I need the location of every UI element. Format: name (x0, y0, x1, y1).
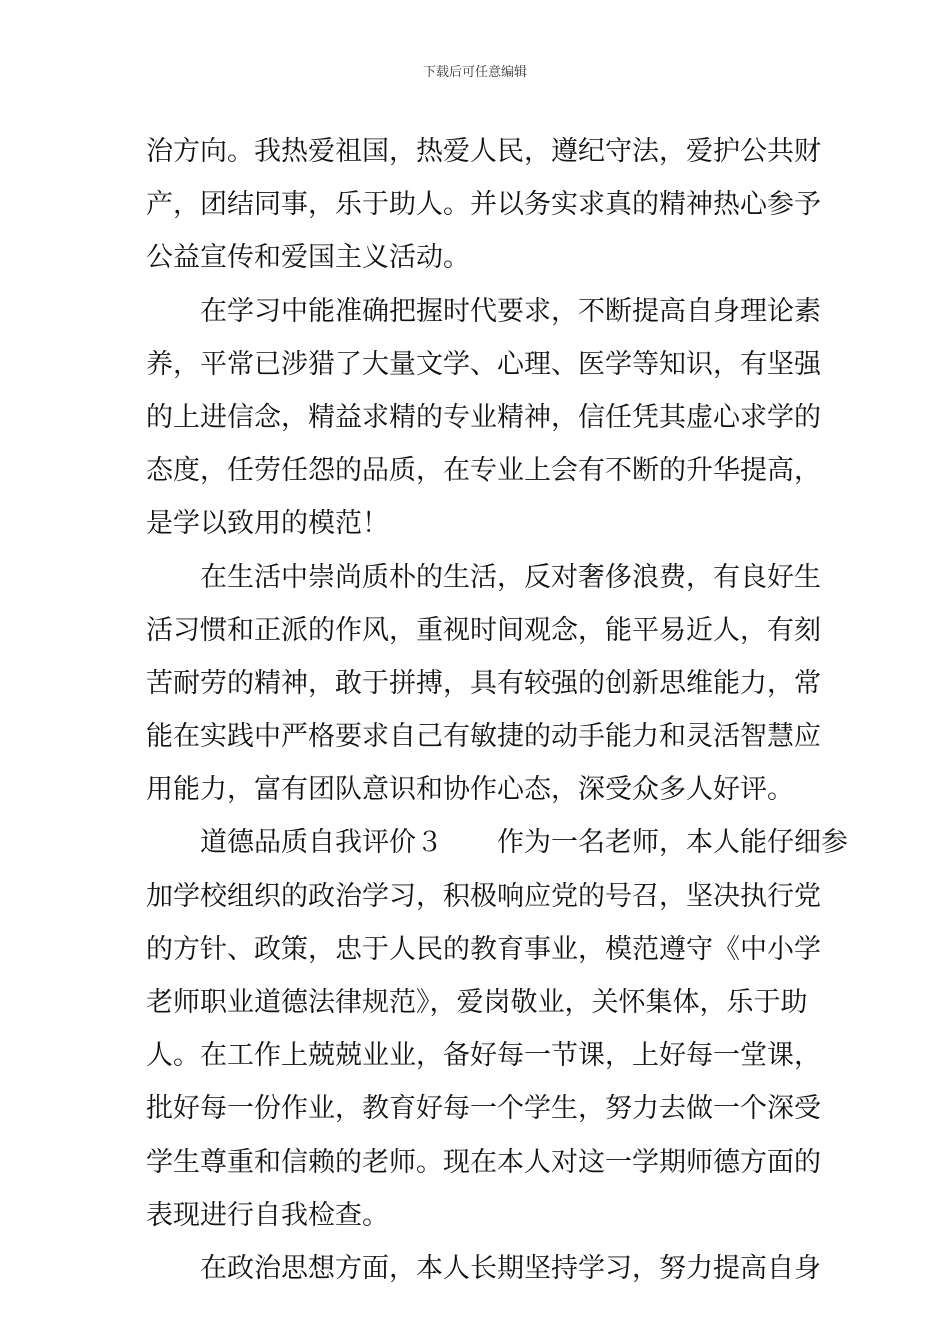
text-line: 在生活中崇尚质朴的生活，反对奢侈浪费，有良好生 (200, 561, 821, 593)
text-line: 是学以致用的模范！ (146, 508, 389, 540)
text-line: 苦耐劳的精神，敢于拼搏，具有较强的创新思维能力，常 (146, 667, 821, 699)
text-line: 产，团结同事，乐于助人。并以务实求真的精神热心参予 (146, 189, 821, 221)
text-line: 学生尊重和信赖的老师。现在本人对这一学期师德方面的 (146, 1146, 821, 1178)
text-line: 老师职业道德法律规范》，爱岗敬业，关怀集体，乐于助 (146, 987, 808, 1018)
text-line: 养，平常已涉猎了大量文学、心理、医学等知识，有坚强 (146, 348, 821, 380)
text-line: 的上进信念，精益求精的专业精神，信任凭其虚心求学的 (146, 401, 821, 433)
text-line: 的方针、政策，忠于人民的教育事业，模范遵守《中小学 (146, 933, 821, 965)
text-line: 用能力，富有团队意识和协作心态，深受众多人好评。 (146, 774, 794, 806)
text-line: 道德品质自我评价３ 作为一名老师，本人能仔细参 (200, 827, 848, 859)
page-header: 下载后可任意编辑 (422, 65, 527, 80)
text-line: 能在实践中严格要求自己有敏捷的动手能力和灵活智慧应 (146, 721, 821, 753)
text-line: 态度，任劳任怨的品质，在专业上会有不断的升华提高， (146, 455, 821, 487)
text-line: 表现进行自我检查。 (146, 1199, 389, 1231)
document-body (146, 128, 848, 1298)
text-line: 公益宣传和爱国主义活动。 (146, 242, 470, 274)
text-line: 活习惯和正派的作风，重视时间观念，能平易近人，有刻 (146, 614, 821, 646)
text-line: 批好每一份作业，教育好每一个学生，努力去做一个深受 (146, 1093, 821, 1125)
text-line: 在学习中能准确把握时代要求，不断提高自身理论素 (200, 295, 821, 327)
text-line: 加学校组织的政治学习，积极响应党的号召，坚决执行党 (146, 880, 821, 912)
text-line: 治方向。我热爱祖国，热爱人民，遵纪守法，爱护公共财 (146, 136, 821, 167)
text-line: 人。在工作上兢兢业业，备好每一节课，上好每一堂课， (146, 1040, 821, 1072)
text-line: 在政治思想方面，本人长期坚持学习，努力提高自身 (200, 1252, 821, 1284)
